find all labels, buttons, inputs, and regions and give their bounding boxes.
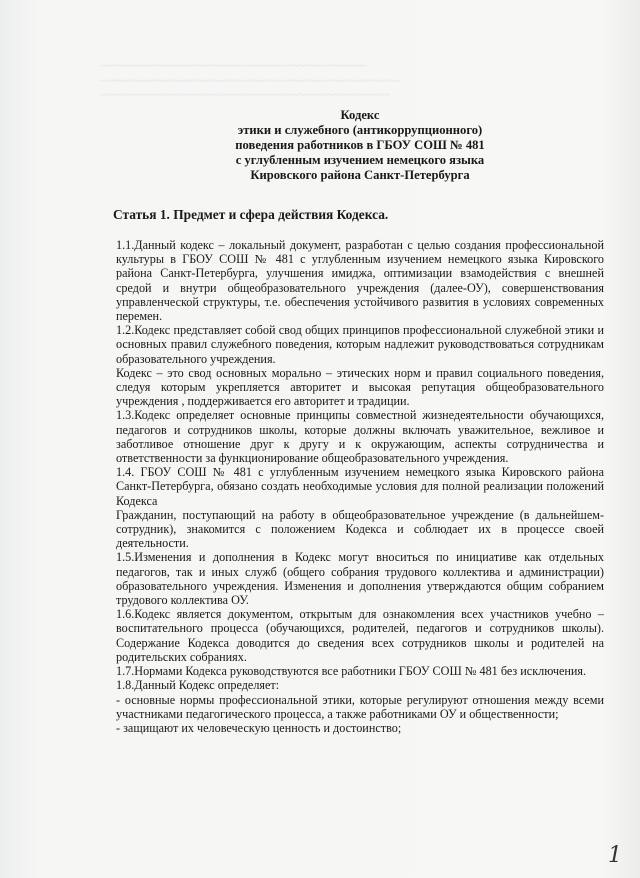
paragraph: 1.8.Данный Кодекс определяет: [116, 678, 280, 693]
paragraph: 1.2.Кодекс представляет собой свод общих принципов профессиональной служебной этики и основных правил служебного поведения, которым надлежит руководствоваться сотрудникам образовательного учреждения. [116, 323, 604, 366]
header-line: с углубленным изучением немецкого языка [235, 153, 485, 167]
page-number: 1 [608, 843, 622, 868]
document-header [150, 108, 570, 183]
paragraph: 1.6.Кодекс является документом, открытым для ознакомления всех участников учебно – воспитательного процесса (обучающихся, родителей, педагогов и сотрудников школы). Содержание Кодекса доводится до сведения всех сотрудников школы и родителей на родительских собраниях. [116, 607, 604, 664]
paragraph: 1.1.Данный кодекс – локальный документ, разработан с целью создания профессиональной культуры в ГБОУ СОШ № 481 с углубленным изучением немецкого языка Кировского района Санкт-Петербурга, улучшения имиджа, оптимизации взамодействия с внешней средой и внутри общеобразовательного учреждения (далее-ОУ), совершенствования управленческой структуры, т.е. обеспечения устойчивого развития в условиях современных перемен. [116, 238, 604, 324]
document-body [116, 238, 604, 735]
paragraph: - основные нормы профессиональной этики, которые регулируют отношения между всеми участниками педагогического процесса, а также работниками ОУ и общественности; [116, 692, 604, 721]
paragraph: 1.3.Кодекс определяет основные принципы совместной жизнедеятельности обучающихся, педагогов и сотрудников школы, которые должны включать уважительное, вежливое и заботливое отношение друг к другу и к окружающим, аспекты сотрудничества и ответственности за функционирование общеобразовательного учреждения. [116, 408, 604, 466]
paragraph: 1.4. ГБОУ СОШ № 481 с углубленным изучением немецкого языка Кировского района Санкт-Петербурга, обязано создать необходимые условия для полной реализации положений Кодекса [116, 465, 604, 508]
paragraph: - защищают их человеческую ценность и достоинство; [116, 720, 402, 735]
paragraph: 1.7.Нормами Кодекса руководствуются все работники ГБОУ СОШ № 481 без исключения. [116, 664, 587, 679]
paragraph: 1.5.Изменения и дополнения в Кодекс могут вноситься по инициативе как отдельных педагогов, так и иных служб (общего собрания трудового коллектива и администрации) образовательного учреждения. Изменения и дополнения утверждаются общим собранием трудового коллектива ОУ. [116, 550, 604, 608]
paragraph: Гражданин, поступающий на работу в общеобразовательное учреждение (в дальнейшем-сотрудник), знакомится с положением Кодекса и соблюдает их в процессе своей деятельности. [116, 507, 604, 551]
bleed-through-text: ~~~~~~~~~~~~~~~~~~~~~~~~~~~~~~~~~~~~~~~~~~~~~~~ ~~~~~~~~~~~~~~~~~~~~~~~~~~~~~~~~~~~~~~~~~~~~~~~~~~~~~ ~~~~~~~~~~~~~~~~~~~~~~~~~~~~~~~~~~~~~~~~~~~~~~~~~~~ [100, 61, 402, 101]
header-line: Кодекс [340, 108, 380, 122]
header-line: поведения работников в ГБОУ СОШ № 481 [235, 138, 485, 152]
header-line: этики и служебного (антикоррупционного) [237, 123, 483, 137]
header-line: Кировского района Санкт-Петербурга [250, 168, 470, 182]
section-title: Статья 1. Предмет и сфера действия Кодекса. [113, 207, 389, 222]
paragraph: Кодекс – это свод основных морально – этических норм и правил социального поведения, следуя которым укрепляется авторитет и высокая репутация общеобразовательного учреждения , поддерживается его авторитет и традиции. [116, 365, 604, 409]
